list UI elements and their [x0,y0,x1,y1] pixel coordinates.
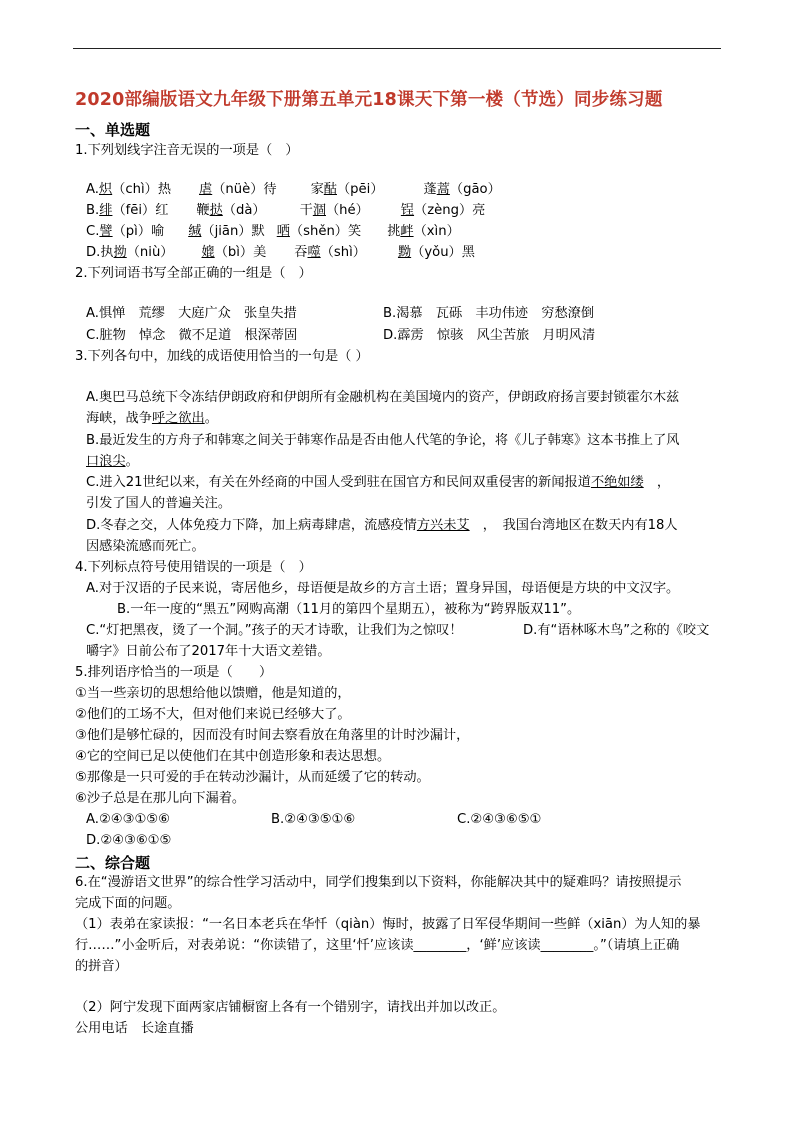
question-3-option-c-line1: C.进入21世纪以来，有关在外经商的中国人受到驻在国官方和民间双重侵害的新闻报道不绝如缕 ， [86,475,671,490]
question-5-sentence-4: ④它的空间已足以使他们在其中创造形象和表达思想。 [75,749,391,764]
question-3-option-d-line1: D.冬春之交，人体免疫力下降，加上病毒肆虐，流感疫情方兴未艾 ， 我国台湾地区在数天内有18人 [86,518,678,533]
question-5-sentence-2: ②他们的工场不大，但对他们来说已经够大了。 [75,707,351,722]
question-6-stem-line1: 6.在“漫游语文世界”的综合性学习活动中，同学们搜集到以下资料，你能解决其中的疑难吗？请按照提示 [75,875,682,890]
question-3-option-a-line1: A.奥巴马总统下令冻结伊朗政府和伊朗所有金融机构在美国境内的资产，伊朗政府扬言要封锁霍尔木兹 [86,390,680,405]
question-3-option-c-line2: 引发了国人的普遍关注。 [86,496,232,511]
question-6-stem-line2: 完成下面的问题。 [75,896,181,911]
question-4-option-b: B.一年一度的“黑五”网购高潮（11月的第四个星期五），被称为“跨界版双11”。 [117,602,581,617]
question-2-option-b: B.渴慕 瓦砾 丰功伟迹 穷愁潦倒 [383,306,595,321]
question-5-sentence-1: ①当一些亲切的思想给他以馈赠，他是知道的， [75,686,351,701]
question-3-option-b-line1: B.最近发生的方舟子和韩寒之间关于韩寒作品是否由他人代笔的争论，将《儿子韩寒》这本书推上了风 [86,433,680,448]
question-5-option-c: C.②④③⑥⑤① [457,812,542,827]
question-3-option-b-line2: 口浪尖。 [86,454,139,469]
question-2-option-d: D.霹雳 惊骇 风尘苦旅 月明风清 [383,328,596,343]
question-3-option-a-line2: 海峡，战争呼之欲出。 [86,411,218,426]
question-4-option-d-line2: 嚼字》日前公布了2017年十大语文差错。 [86,644,331,659]
question-1-option-a: A.炽（chì）热 虐（nüè）待 家酤（pēi） 蓬蒿（gāo） [86,182,501,197]
section-heading-single-choice: 一、单选题 [75,121,151,139]
question-5-stem: 5.排列语序恰当的一项是（ ） [75,665,273,680]
question-1-option-b: B.绯（fēi）红 鞭挞（dà） 干涸（hé） 锃（zèng）亮 [86,203,486,218]
section-heading-comprehensive: 二、综合题 [75,854,151,872]
question-5-sentence-6: ⑥沙子总是在那儿向下漏着。 [75,791,246,806]
document-title: 2020部编版语文九年级下册第五单元18课天下第一楼（节选）同步练习题 [75,90,663,110]
question-5-option-a: A.②④③①⑤⑥ [86,812,170,827]
question-4-option-c: C.“灯把黑夜，烫了一个洞。”孩子的天才诗歌，让我们为之惊叹！ [86,623,463,638]
question-5-option-b: B.②④③⑤①⑥ [271,812,356,827]
question-5-sentence-3: ③他们是够忙碌的，因而没有时间去察看放在角落里的计时沙漏计， [75,728,470,743]
question-1-stem: 1.下列划线字注音无误的一项是（ ） [75,143,299,158]
question-2-option-a: A.惧惮 荒缪 大庭广众 张皇失措 [86,306,297,321]
header-rule [73,48,721,49]
question-2-stem: 2.下列词语书写全部正确的一组是（ ） [75,266,312,281]
question-6-shop-signs: 公用电话 长途直播 [75,1021,194,1036]
question-1-option-c: C.譬（pì）喻 缄（jiān）默 哂（shěn）笑 挑衅（xìn） [86,224,460,239]
question-4-stem: 4.下列标点符号使用错误的一项是（ ） [75,560,312,575]
question-1-option-d: D.执拗（niù） 媲（bì）美 吞噬（shì） 黝（yǒu）黑 [86,245,475,260]
question-6-part1-line1: （1）表弟在家读报：“一名日本老兵在华忏（qiàn）悔时，披露了日军侵华期间一些鲜（xiān）为人知的暴 [75,917,701,932]
question-4-option-a: A.对于汉语的子民来说，寄居他乡，母语便是故乡的方言土语；置身异国，母语便是方块的中文汉字。 [86,581,680,596]
question-3-option-d-line2: 因感染流感而死亡。 [86,539,205,554]
question-6-part1-line3: 的拼音） [75,959,128,974]
question-2-option-c: C.脏物 悼念 微不足道 根深蒂固 [86,328,298,343]
question-3-stem: 3.下列各句中，加线的成语使用恰当的一句是（ ） [75,349,369,364]
question-5-option-d: D.②④③⑥①⑤ [86,833,172,848]
question-5-sentence-5: ⑤那像是一只可爱的手在转动沙漏计，从而延缓了它的转动。 [75,770,430,785]
question-6-part2: （2）阿宁发现下面两家店铺橱窗上各有一个错别字，请找出并加以改正。 [75,1000,506,1015]
question-6-part1-line2: 行……”小金听后，对表弟说：“你读错了，这里‘忏’应该读________，‘鲜’应该读________。”（请填上正确 [75,938,680,953]
question-4-option-d-line1: D.有“语林啄木鸟”之称的《咬文 [523,623,710,638]
